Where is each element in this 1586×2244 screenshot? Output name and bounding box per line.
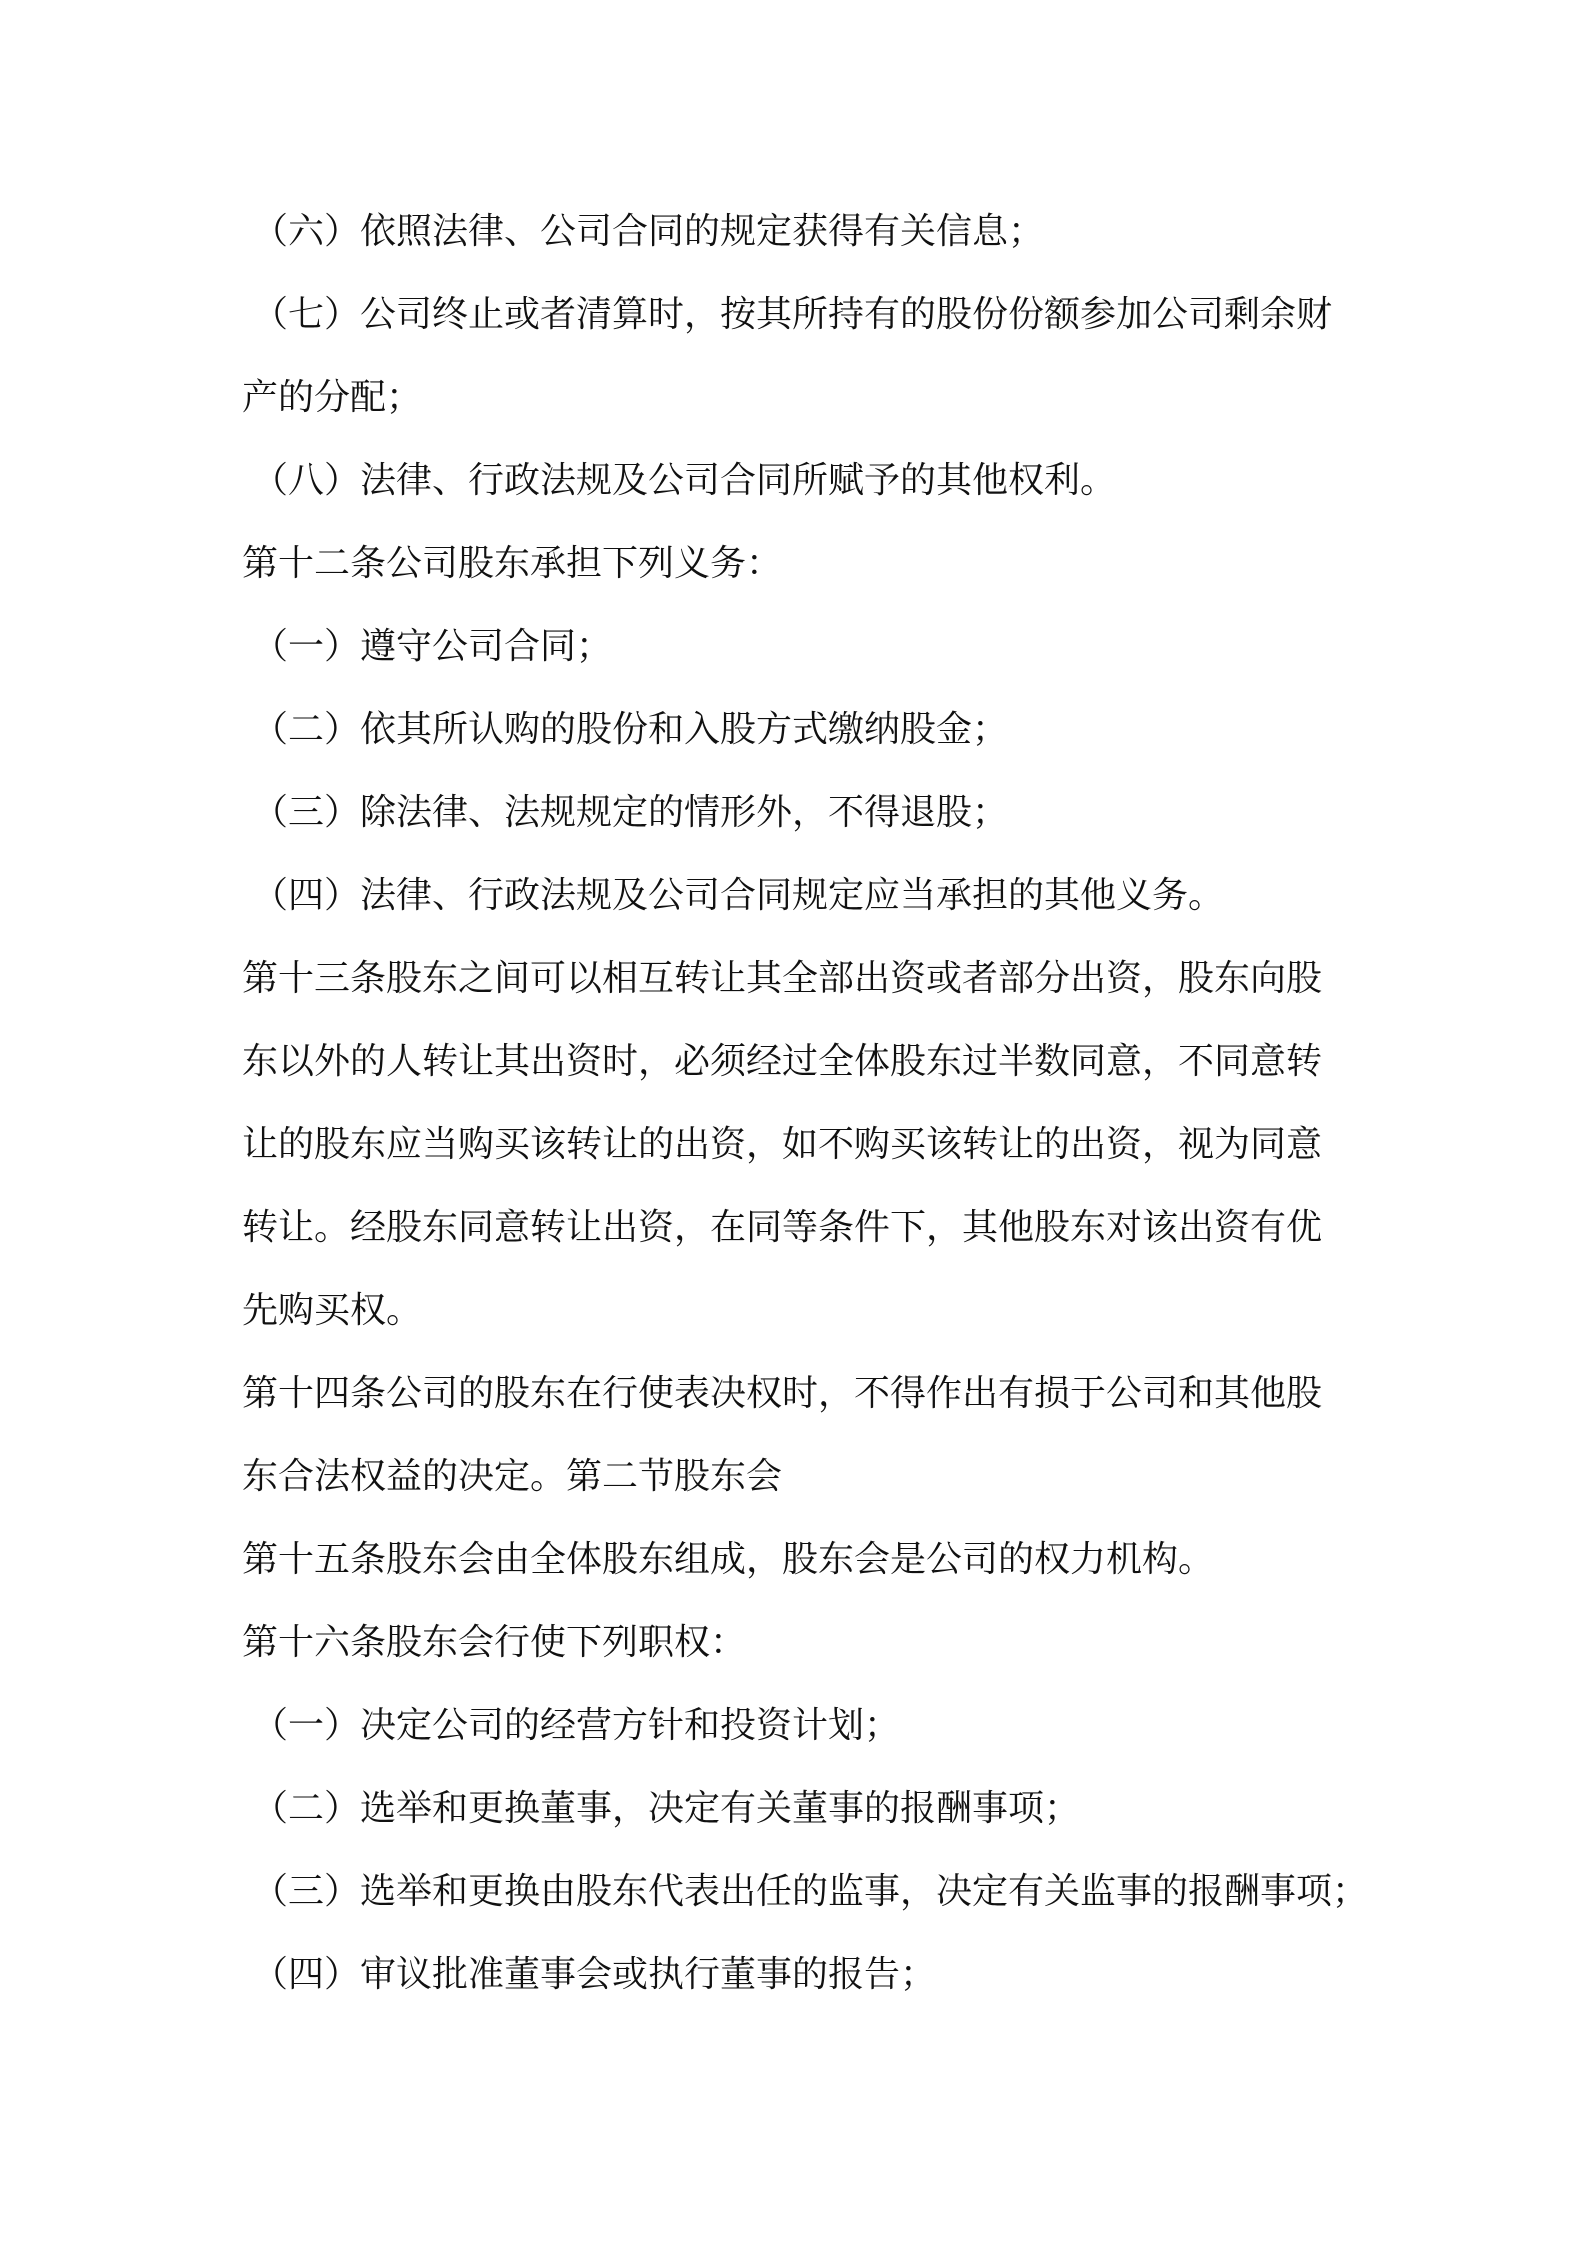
paragraph-line: 让的股东应当购买该转让的出资，如不购买该转让的出资，视为同意 — [242, 1124, 1323, 1165]
list-item: （二）依其所认购的股份和入股方式缴纳股金； — [252, 709, 1009, 750]
list-item: （八）法律、行政法规及公司合同所赋予的其他权利。 — [252, 460, 1117, 501]
paragraph-line: 东合法权益的决定。第二节股东会 — [242, 1456, 783, 1497]
paragraph-line: 第十四条公司的股东在行使表决权时，不得作出有损于公司和其他股 — [242, 1373, 1323, 1414]
paragraph-line: 第十二条公司股东承担下列义务： — [242, 543, 783, 584]
paragraph-line: 转让。经股东同意转让出资，在同等条件下，其他股东对该出资有优 — [242, 1207, 1323, 1248]
paragraph-line: 第十三条股东之间可以相互转让其全部出资或者部分出资，股东向股 — [242, 958, 1323, 999]
list-item: （七）公司终止或者清算时，按其所持有的股份份额参加公司剩余财 — [252, 294, 1333, 335]
paragraph-line: 第十五条股东会由全体股东组成，股东会是公司的权力机构。 — [242, 1539, 1215, 1580]
list-item: （四）法律、行政法规及公司合同规定应当承担的其他义务。 — [252, 875, 1225, 916]
paragraph-line: 东以外的人转让其出资时，必须经过全体股东过半数同意，不同意转 — [242, 1041, 1323, 1082]
list-item: （二）选举和更换董事，决定有关董事的报酬事项； — [252, 1788, 1081, 1829]
list-item: （三）选举和更换由股东代表出任的监事，决定有关监事的报酬事项； — [252, 1871, 1369, 1912]
list-item: （三）除法律、法规规定的情形外，不得退股； — [252, 792, 1009, 833]
list-item: （一）决定公司的经营方针和投资计划； — [252, 1705, 901, 1746]
list-item: （四）审议批准董事会或执行董事的报告； — [252, 1954, 937, 1995]
paragraph-line: 先购买权。 — [242, 1290, 423, 1331]
document-body — [242, 190, 1369, 2016]
paragraph-line: 产的分配； — [242, 377, 423, 418]
list-item: （六）依照法律、公司合同的规定获得有关信息； — [252, 211, 1045, 252]
paragraph-line: 第十六条股东会行使下列职权： — [242, 1622, 747, 1663]
list-item: （一）遵守公司合同； — [252, 626, 613, 667]
